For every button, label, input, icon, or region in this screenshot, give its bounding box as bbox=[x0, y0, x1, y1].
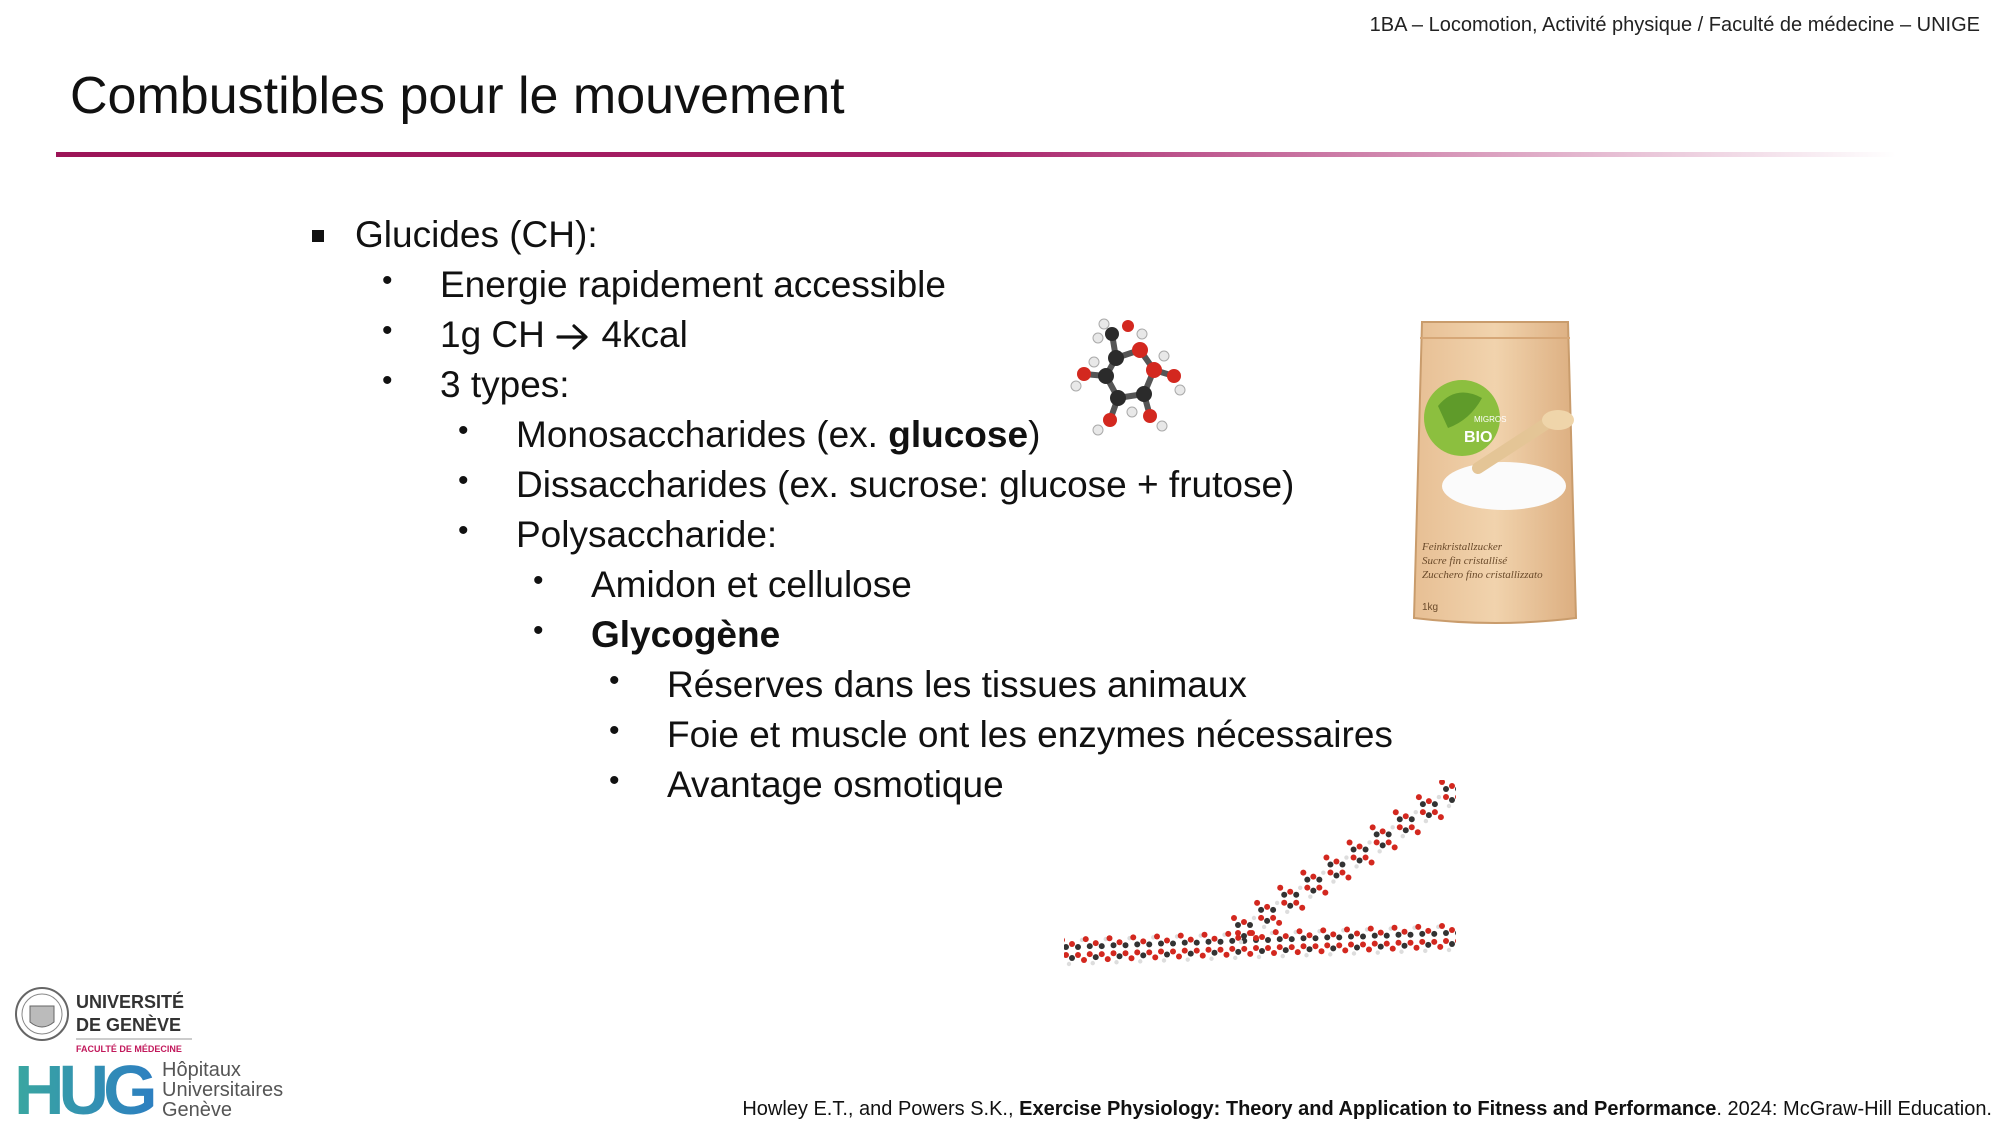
glucose-unit bbox=[1300, 870, 1328, 899]
unige-line-2: DE GENÈVE bbox=[76, 1015, 182, 1035]
arrow-right-icon bbox=[555, 322, 591, 352]
pack-line-3: Zucchero fino cristallizzato bbox=[1422, 569, 1543, 581]
mono-close: ) bbox=[1028, 414, 1041, 455]
bullet-energie: Energie rapidement accessible bbox=[440, 264, 946, 305]
glucose-unit bbox=[1416, 794, 1444, 823]
pack-weight: 1kg bbox=[1422, 602, 1439, 613]
hug-mark: HUG bbox=[14, 1058, 152, 1118]
kcal-right: 4kcal bbox=[601, 314, 688, 355]
glucose-unit bbox=[1415, 924, 1443, 953]
glucose-unit bbox=[1347, 839, 1375, 868]
bullet-glucides: Glucides (CH): bbox=[355, 214, 598, 255]
migros-brand: MIGROS bbox=[1474, 415, 1507, 424]
unige-line-1: UNIVERSITÉ bbox=[76, 992, 185, 1012]
course-header: 1BA – Locomotion, Activité physique / Faculté de médecine – UNIGE bbox=[1369, 14, 1980, 36]
glucose-unit bbox=[1249, 930, 1277, 959]
bullet-kcal bbox=[440, 314, 688, 356]
glucose-unit bbox=[1439, 780, 1456, 808]
unige-faculty: FACULTÉ DE MÉDECINE bbox=[76, 1044, 182, 1054]
bullet-amidon: Amidon et cellulose bbox=[591, 564, 912, 605]
bullet-dot-icon: • bbox=[533, 564, 544, 597]
citation-rest: . 2024: McGraw-Hill Education. bbox=[1716, 1098, 1992, 1120]
kcal-left: 1g CH bbox=[440, 314, 545, 355]
title-underline bbox=[56, 152, 1896, 157]
hug-line-2: Universitaires bbox=[162, 1079, 284, 1101]
citation bbox=[742, 1098, 1992, 1121]
slide-title: Combustibles pour le mouvement bbox=[70, 67, 845, 125]
bullet-foie: Foie et muscle ont les enzymes nécessaires bbox=[667, 714, 1393, 755]
square-bullet-icon bbox=[312, 230, 324, 242]
glucose-unit bbox=[1107, 935, 1135, 964]
glucose-molecule-image bbox=[1068, 316, 1188, 440]
bullet-dot-icon: • bbox=[609, 764, 620, 797]
hug-logo bbox=[14, 1058, 284, 1123]
pack-line-2: Sucre fin cristallisé bbox=[1422, 555, 1508, 567]
hug-line-3: Genève bbox=[162, 1099, 233, 1118]
bullet-dot-icon: • bbox=[458, 514, 469, 547]
glucose-unit bbox=[1202, 932, 1230, 961]
bullet-dot-icon: • bbox=[458, 414, 469, 447]
citation-authors: Howley E.T., and Powers S.K., bbox=[742, 1098, 1020, 1120]
glucose-unit bbox=[1393, 809, 1421, 838]
bullet-dot-icon: • bbox=[533, 614, 544, 647]
bullet-reserves: Réserves dans les tissues animaux bbox=[667, 664, 1247, 705]
glycogen-chain-image bbox=[1064, 780, 1456, 972]
bullet-dot-icon: • bbox=[382, 314, 393, 347]
citation-book: Exercise Physiology: Theory and Application to Fitness and Performance bbox=[1019, 1098, 1717, 1120]
glucose-unit bbox=[1154, 934, 1182, 963]
mono-text: Monosaccharides (ex. bbox=[516, 414, 889, 455]
sugar-heap bbox=[1442, 462, 1566, 510]
bullet-avantage: Avantage osmotique bbox=[667, 764, 1004, 805]
glucose-unit bbox=[1083, 936, 1111, 965]
bullet-types: 3 types: bbox=[440, 364, 570, 405]
glucose-unit bbox=[1273, 929, 1301, 958]
bullet-dot-icon: • bbox=[382, 264, 393, 297]
glucose-unit bbox=[1320, 927, 1348, 956]
bullet-di: Dissaccharides (ex. sucrose: glucose + frutose) bbox=[516, 464, 1295, 505]
glucose-unit bbox=[1370, 824, 1398, 853]
unige-logo bbox=[14, 984, 204, 1056]
bullet-dot-icon: • bbox=[458, 464, 469, 497]
bio-text: BIO bbox=[1464, 429, 1493, 446]
glucose-unit bbox=[1297, 928, 1325, 957]
bullet-dot-icon: • bbox=[382, 364, 393, 397]
bullet-dot-icon: • bbox=[609, 714, 620, 747]
glucose-unit bbox=[1323, 855, 1351, 884]
bullet-mono bbox=[516, 414, 1040, 456]
pack-line-1: Feinkristallzucker bbox=[1422, 541, 1503, 553]
sugar-bag-image bbox=[1408, 318, 1584, 630]
glucose-unit bbox=[1130, 934, 1158, 963]
mono-bold: glucose bbox=[888, 414, 1029, 455]
glucose-unit bbox=[1344, 927, 1372, 956]
bullet-glycogene: Glycogène bbox=[591, 614, 781, 655]
bullet-dot-icon: • bbox=[609, 664, 620, 697]
glucose-unit bbox=[1064, 937, 1087, 966]
glucose-unit bbox=[1392, 925, 1420, 954]
hug-line-1: Hôpitaux bbox=[162, 1059, 241, 1081]
glucose-unit bbox=[1277, 885, 1305, 914]
glucose-unit bbox=[1368, 926, 1396, 955]
glucose-unit bbox=[1178, 933, 1206, 962]
glucose-unit bbox=[1254, 900, 1282, 929]
bullet-poly: Polysaccharide: bbox=[516, 514, 778, 555]
